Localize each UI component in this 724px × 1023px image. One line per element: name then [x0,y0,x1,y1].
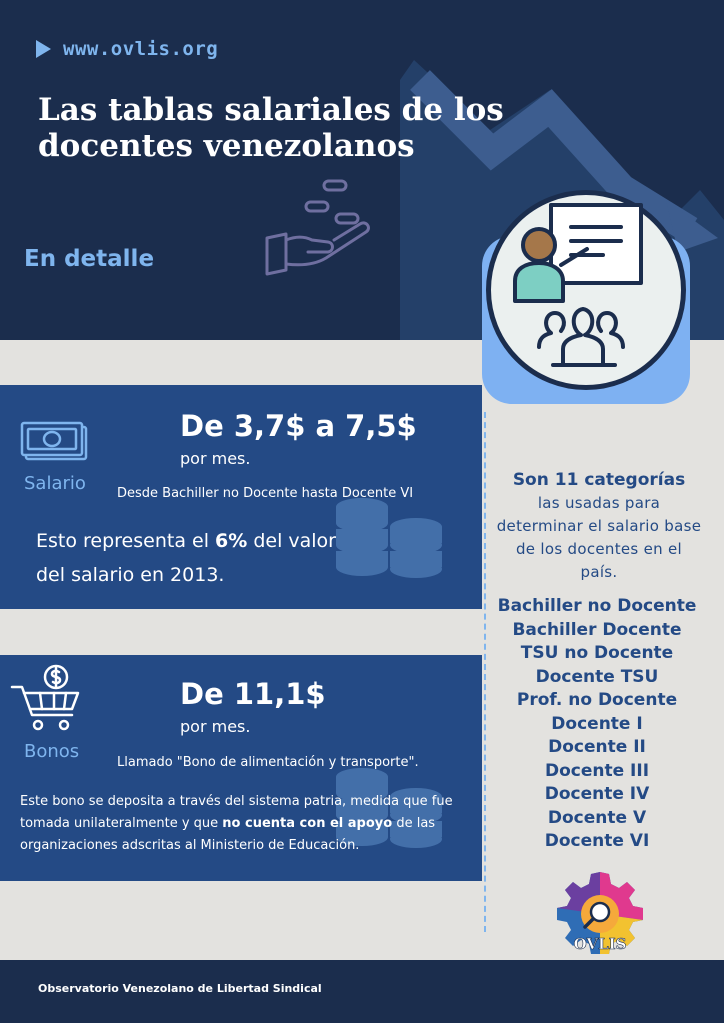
category-item: Prof. no Docente [516,690,678,710]
statement-prefix: Esto representa el [36,530,216,552]
categories-heading: Son 11 categorías [512,470,686,490]
category-item: Docente III [544,760,650,781]
bonus-label: Bonos [24,741,80,762]
banknote-icon [20,421,90,463]
footer [0,960,724,1023]
salary-period: por mes. [180,449,251,468]
category-item: Docente II [548,737,646,757]
page-title: Las tablas salariales de los docentes venezolanos [38,92,504,164]
category-item: Bachiller no Docente [497,596,697,616]
coin-stack-icon [334,485,444,595]
category-item: TSU no Docente [520,643,674,663]
salary-panel [0,385,482,609]
bonus-description [20,791,460,857]
hand-coins-icon [262,178,382,278]
bonus-amount: De 11,1$ [180,677,326,711]
bonus-name-note: Llamado "Bono de alimentación y transporte". [117,755,419,770]
logo-text: OVLIS [573,935,627,953]
category-item: Docente TSU [535,666,659,687]
subtitle: En detalle [24,246,155,272]
footer-organization: Observatorio Venezolano de Libertad Sindical [38,982,322,995]
shopping-cart-dollar-icon [10,663,86,733]
audience-icon [491,195,681,385]
categories-list [486,595,708,854]
category-item: Docente IV [544,784,650,804]
bonus-period: por mes. [180,717,251,736]
salary-range-note: Desde Bachiller no Docente hasta Docente VI [117,486,414,501]
category-item: Docente I [551,713,643,734]
bonus-desc-prefix: Este bono se deposita a través del sistema patria, medida que fue tomada unilateralmente y que [20,794,453,831]
categories-intro: las usadas para determinar el salario base de los docentes en el país. [496,494,702,581]
statement-percent: 6% [215,530,248,552]
salary-percent-statement [36,524,336,592]
salary-amount: De 3,7$ a 7,5$ [180,409,417,443]
ovlis-logo [553,868,647,958]
category-item: Docente VI [544,831,650,851]
website-link-row[interactable] [36,38,218,60]
salary-label: Salario [24,473,86,494]
bonus-panel [0,655,482,881]
category-item: Bachiller Docente [512,619,682,640]
website-url[interactable]: www.ovlis.org [63,38,219,60]
bonus-desc-suffix: de las organizaciones adscritas al Ministerio de Educación. [20,816,436,853]
play-icon [36,40,51,58]
category-item: Docente V [547,807,647,828]
presenter-badge [486,190,686,390]
bonus-desc-bold: no cuenta con el apoyo [222,816,393,831]
statement-suffix: del valor del salario en 2013. [36,530,336,586]
